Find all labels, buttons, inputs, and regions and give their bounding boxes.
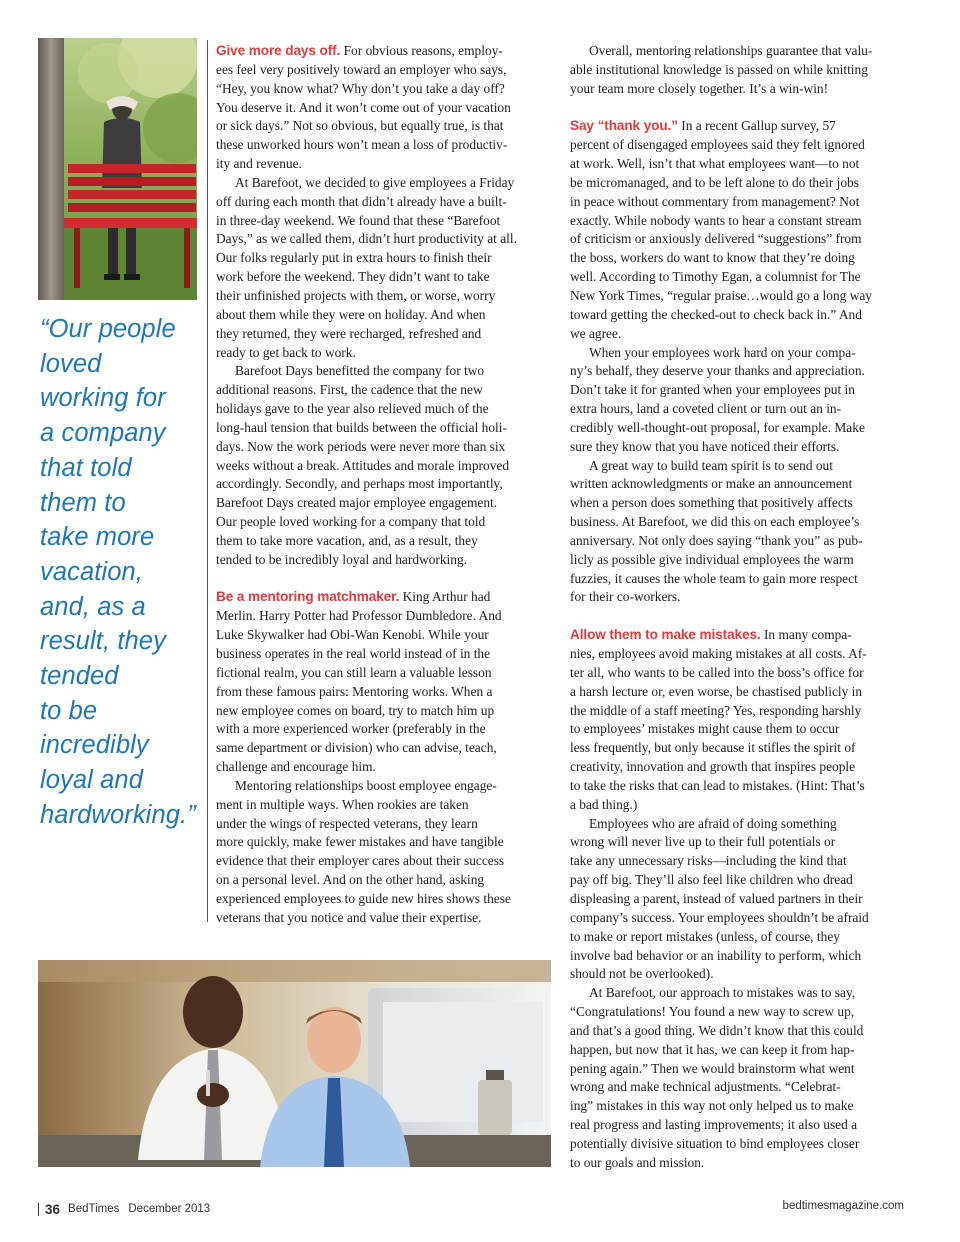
text-line: [216, 683, 548, 702]
text-line: [570, 664, 906, 683]
body-text: licly as possible give individual employees the warm: [570, 551, 854, 567]
body-text: sure they know that you have noticed their efforts.: [570, 438, 840, 454]
text-line: [570, 965, 906, 984]
body-text: they returned, they were recharged, refreshed and: [216, 325, 482, 341]
section-heading: Give more days off.: [216, 43, 341, 58]
text-line: [570, 702, 906, 721]
body-text: pay off big. They’ll also feel like children who dread: [570, 872, 853, 888]
body-text: business operates in the real world instead of in the: [216, 646, 491, 661]
body-text: business. At Barefoot, we did this on each employee’s: [570, 514, 860, 530]
text-line: [216, 457, 548, 476]
text-line: [570, 796, 906, 815]
pull-quote-line: hardworking.”: [40, 800, 196, 829]
pull-quote-line: tended: [40, 662, 119, 691]
text-line: [216, 249, 548, 268]
body-text: less frequently, but only because it stifles the spirit of: [570, 740, 856, 756]
pull-quote-line: loyal and: [40, 766, 143, 795]
body-text: happen, but now that it has, we can keep it from hap-: [570, 1041, 855, 1057]
body-text: You deserve it. And it won’t come out of your vacation: [216, 99, 511, 115]
text-line: [570, 494, 906, 513]
body-text: evidence that their employer cares about their success: [216, 853, 505, 869]
text-line: [570, 551, 906, 570]
text-line: [570, 871, 906, 890]
text-line: [216, 702, 548, 721]
body-text: challenge and encourage him.: [216, 759, 376, 775]
text-line: [570, 381, 906, 400]
body-text: A great way to build team spirit is to send out: [589, 457, 833, 473]
body-text: Luke Skywalker had Obi-Wan Kenobi. While your: [216, 627, 489, 643]
text-line: [216, 268, 548, 287]
body-text: displeasing a parent, instead of valued partners in their: [570, 890, 863, 906]
text-line: [570, 588, 906, 607]
body-text: accordingly. Secondly, and perhaps most importantly,: [216, 476, 503, 492]
body-text: creativity, innovation and growth that inspires people: [570, 759, 856, 775]
magazine-name: BedTimes: [68, 1203, 120, 1215]
text-line: [216, 306, 548, 325]
body-text: take any unnecessary risks—including the kind that: [570, 853, 847, 869]
text-line: [570, 570, 906, 589]
body-text: the boss, workers do want to know that they’re doing: [570, 250, 855, 266]
body-text: weeks without a break. Attitudes and morale improved: [216, 457, 510, 473]
text-line: [570, 249, 906, 268]
text-line: [570, 513, 906, 532]
body-text: For obvious reasons, employ-: [340, 43, 503, 58]
paragraph-gap: [570, 99, 906, 118]
text-line: [216, 588, 548, 607]
body-text: pening again.” Then we would brainstorm what went: [570, 1060, 855, 1076]
text-line: [216, 852, 548, 871]
text-line: [570, 947, 906, 966]
text-line: [216, 174, 548, 193]
text-line: [216, 99, 548, 118]
paragraph-gap: [216, 570, 548, 589]
text-line: [216, 796, 548, 815]
body-text: about them while they were on holiday. And when: [216, 306, 486, 322]
body-text: company’s success. Your employees shouldn’t be afraid: [570, 909, 869, 925]
body-text: Barefoot Days created major employee engagement.: [216, 495, 498, 511]
body-text: tended to be incredibly loyal and hardworking.: [216, 551, 468, 567]
text-line: [570, 1041, 906, 1060]
body-text: percent of disengaged employees said they felt ignored: [570, 137, 865, 153]
text-line: [216, 532, 548, 551]
text-line: [570, 325, 906, 344]
pull-quote-line: a company: [40, 419, 166, 448]
text-line: [216, 626, 548, 645]
text-line: [216, 494, 548, 513]
body-text: and that’s a good thing. We didn’t know that this could: [570, 1022, 864, 1038]
text-line: [570, 833, 906, 852]
text-line: [570, 136, 906, 155]
text-line: [216, 833, 548, 852]
text-line: [570, 1078, 906, 1097]
body-text: on a personal level. And on the other hand, asking: [216, 872, 485, 888]
text-line: [216, 664, 548, 683]
body-text: Our people loved working for a company that told: [216, 514, 486, 530]
body-text: wrong will never live up to their full potentials or: [570, 834, 836, 850]
text-line: [570, 852, 906, 871]
text-line: [570, 80, 906, 99]
text-line: [570, 438, 906, 457]
body-text: additional reasons. First, the cadence that the new: [216, 382, 483, 398]
issue-date: December 2013: [128, 1203, 211, 1215]
text-line: [216, 720, 548, 739]
text-line: [570, 739, 906, 758]
footer-divider-bar: [38, 1203, 39, 1216]
body-text: Merlin. Harry Potter had Professor Dumbledore. And: [216, 608, 502, 624]
text-line: [216, 400, 548, 419]
body-text: Barefoot Days benefitted the company for two: [235, 363, 485, 379]
text-line: [216, 61, 548, 80]
text-line: [216, 212, 548, 231]
text-line: [570, 720, 906, 739]
text-line: [216, 80, 548, 99]
section-heading: Say “thank you.”: [570, 118, 678, 134]
text-line: [570, 400, 906, 419]
pull-quote-line: working for: [40, 384, 166, 413]
body-text: ready to get back to work.: [216, 344, 356, 360]
pull-quote-line: that told: [40, 453, 132, 482]
body-text: potentially divisive situation to bind employees closer: [570, 1135, 860, 1151]
text-line: [570, 362, 906, 381]
text-line: [216, 758, 548, 777]
body-text: ment in multiple ways. When rookies are taken: [216, 796, 469, 812]
body-text: experienced employees to guide new hires shows these: [216, 890, 511, 906]
photo-man-on-red-bench: [38, 38, 197, 300]
text-line: [570, 909, 906, 928]
body-text: ity and revenue.: [216, 156, 302, 172]
text-line: [216, 777, 548, 796]
text-line: [570, 532, 906, 551]
pull-quote-line: loved: [40, 349, 102, 378]
text-line: [216, 325, 548, 344]
text-line: [216, 871, 548, 890]
text-line: [570, 1060, 906, 1079]
body-text: your team more closely together. It’s a win-win!: [570, 80, 829, 96]
text-line: [570, 645, 906, 664]
body-text: nies, employees avoid making mistakes at all costs. Af-: [570, 646, 867, 661]
text-line: [216, 381, 548, 400]
body-text: Overall, mentoring relationships guarantee that valu-: [589, 43, 873, 58]
body-text: able institutional knowledge is passed on while knitting: [570, 61, 868, 77]
text-line: [216, 136, 548, 155]
text-line: [570, 1154, 906, 1173]
page-footer-left: [38, 1200, 210, 1218]
body-text: anniversary. Not only does saying “thank you” as pub-: [570, 532, 863, 548]
page-number: 36: [45, 1201, 61, 1217]
body-text: In many compa-: [760, 627, 852, 643]
body-text: a bad thing.): [570, 796, 638, 812]
body-text: for their co-workers.: [570, 589, 681, 605]
body-text: work before the weekend. They didn’t want to take: [216, 269, 490, 285]
body-text: New York Times, “regular praise…would go a long way: [570, 287, 873, 303]
body-text: same department or division) who can advise, teach,: [216, 740, 497, 756]
text-line: [216, 362, 548, 381]
text-line: [570, 928, 906, 947]
body-text: long-haul tension that builds between the official holi-: [216, 419, 507, 435]
website-url[interactable]: bedtimesmagazine.com: [782, 1200, 904, 1212]
article-column-middle: [216, 42, 548, 928]
text-line: [570, 117, 906, 136]
text-line: [570, 287, 906, 306]
body-text: veterans that you notice and value their expertise.: [216, 909, 482, 925]
body-text: Our folks regularly put in extra hours to finish their: [216, 250, 492, 266]
body-text: When your employees work hard on your compa-: [589, 344, 856, 360]
body-text: the middle of a staff meeting? Yes, responding harshly: [570, 702, 862, 718]
body-text: In a recent Gallup survey, 57: [677, 118, 836, 134]
body-text: these unworked hours won’t mean a loss of productiv-: [216, 137, 508, 153]
pull-quote-line: vacation,: [40, 557, 143, 586]
body-text: off during each month that didn’t already have a built-: [216, 193, 507, 209]
text-line: [570, 212, 906, 231]
text-line: [216, 513, 548, 532]
body-text: At Barefoot, our approach to mistakes was to say,: [589, 985, 856, 1001]
text-line: [216, 475, 548, 494]
pull-quote-line: take more: [40, 523, 155, 552]
text-line: [216, 438, 548, 457]
body-text: well. According to Timothy Egan, a columnist for The: [570, 269, 861, 285]
body-text: to employees’ mistakes might cause them to occur: [570, 721, 840, 737]
body-text: should not be overlooked).: [570, 966, 714, 982]
text-line: [216, 344, 548, 363]
text-line: [570, 758, 906, 777]
section-heading: Be a mentoring matchmaker.: [216, 589, 400, 605]
body-text: at work. Well, isn’t that what employees want—to not: [570, 156, 860, 172]
text-line: [216, 419, 548, 438]
body-text: in three-day weekend. We found that these “Barefoot: [216, 212, 501, 228]
text-line: [570, 1116, 906, 1135]
pull-quote-line: result, they: [40, 627, 166, 656]
text-line: [570, 475, 906, 494]
text-line: [570, 683, 906, 702]
body-text: Mentoring relationships boost employee engage-: [235, 777, 497, 793]
body-text: extra hours, land a coveted client or turn out an in-: [570, 401, 842, 417]
body-text: holidays gave to the year also relieved much of the: [216, 401, 489, 417]
body-text: with a more experienced worker (preferably in the: [216, 721, 486, 737]
body-text: when a person does something that positively affects: [570, 495, 853, 511]
text-line: [216, 739, 548, 758]
photo-mentoring-coworkers: [38, 960, 551, 1167]
paragraph-gap: [570, 607, 906, 626]
pull-quote-line: them to: [40, 488, 126, 517]
body-text: new employee comes on board, try to match him up: [216, 702, 495, 718]
text-line: [570, 1003, 906, 1022]
text-line: [216, 645, 548, 664]
body-text: days. Now the work periods were never more than six: [216, 438, 506, 454]
text-line: [570, 306, 906, 325]
text-line: [216, 287, 548, 306]
body-text: Employees who are afraid of doing something: [589, 815, 837, 831]
text-line: [570, 230, 906, 249]
body-text: to make or report mistakes (unless, of course, they: [570, 928, 840, 944]
text-line: [570, 815, 906, 834]
text-line: [570, 984, 906, 1003]
pull-quote-line: to be: [40, 696, 98, 725]
body-text: or sick days.” Not so obvious, but equally true, is that: [216, 118, 504, 134]
body-text: ing” mistakes in this way not only helped us to make: [570, 1098, 854, 1114]
body-text: credibly well-thought-out proposal, for example. Make: [570, 419, 865, 435]
body-text: fuzzies, it causes the whole team to gain more respect: [570, 570, 858, 586]
column-divider: [207, 40, 208, 922]
text-line: [216, 815, 548, 834]
text-line: [216, 230, 548, 249]
pull-quote-line: incredibly: [40, 731, 149, 760]
body-text: in peace without commentary from management? Not: [570, 193, 860, 209]
text-line: [216, 193, 548, 212]
body-text: we agree.: [570, 325, 622, 341]
body-text: be micromanaged, and to be left alone to do their jobs: [570, 174, 859, 190]
text-line: [570, 890, 906, 909]
body-text: written acknowledgments or make an announcement: [570, 476, 853, 492]
text-line: [570, 457, 906, 476]
body-text: Don’t take it for granted when your employees put in: [570, 382, 855, 398]
body-text: ter all, who wants to be called into the boss’s office for: [570, 664, 864, 680]
text-line: [216, 890, 548, 909]
body-text: more quickly, make fewer mistakes and have tangible: [216, 834, 504, 850]
text-line: [570, 42, 906, 61]
text-line: [570, 777, 906, 796]
body-text: King Arthur had: [399, 589, 491, 605]
text-line: [570, 268, 906, 287]
text-line: [216, 607, 548, 626]
body-text: of criticism or anxiously delivered “suggestions” from: [570, 231, 862, 247]
body-text: fictional realm, you can still learn a valuable lesson: [216, 664, 492, 680]
body-text: “Congratulations! You found a new way to screw up,: [570, 1004, 855, 1020]
body-text: under the wings of respected veterans, they learn: [216, 815, 478, 831]
text-line: [216, 551, 548, 570]
body-text: to our goals and mission.: [570, 1154, 705, 1170]
pull-quote: [40, 312, 200, 833]
text-line: [570, 193, 906, 212]
body-text: exactly. While nobody wants to hear a constant stream: [570, 212, 862, 228]
body-text: a harsh lecture or, even worse, be chastised publicly in: [570, 683, 863, 699]
text-line: [570, 61, 906, 80]
text-line: [570, 155, 906, 174]
body-text: them to take more vacation, and, as a result, they: [216, 532, 478, 548]
body-text: Days,” as we called them, didn’t hurt productivity at all.: [216, 231, 517, 247]
body-text: from these famous pairs: Mentoring works. When a: [216, 683, 493, 699]
body-text: “Hey, you know what? Why don’t you take a day off?: [216, 80, 505, 96]
body-text: real progress and lasting improvements; it also used a: [570, 1117, 858, 1133]
text-line: [570, 174, 906, 193]
body-text: At Barefoot, we decided to give employees a Friday: [235, 174, 515, 190]
text-line: [216, 155, 548, 174]
text-line: [570, 1097, 906, 1116]
body-text: wrong and make technical adjustments. “Celebrat-: [570, 1079, 841, 1095]
article-column-right: [570, 42, 906, 1173]
text-line: [570, 419, 906, 438]
body-text: involve bad behavior or an inability to perform, which: [570, 947, 862, 963]
pull-quote-line: “Our people: [40, 315, 176, 343]
text-line: [216, 42, 548, 61]
text-line: [216, 909, 548, 928]
text-line: [570, 1135, 906, 1154]
text-line: [216, 117, 548, 136]
body-text: their unfinished projects with them, or worse, worry: [216, 287, 496, 303]
body-text: toward getting the checked-out to check back in.” And: [570, 306, 862, 322]
text-line: [570, 626, 906, 645]
text-line: [570, 344, 906, 363]
pull-quote-line: and, as a: [40, 592, 146, 621]
text-line: [570, 1022, 906, 1041]
section-heading: Allow them to make mistakes.: [570, 627, 761, 643]
body-text: ees feel very positively toward an employer who says,: [216, 61, 507, 77]
body-text: to take the risks that can lead to mistakes. (Hint: That’s: [570, 777, 865, 793]
body-text: ny’s behalf, they deserve your thanks and appreciation.: [570, 363, 865, 379]
